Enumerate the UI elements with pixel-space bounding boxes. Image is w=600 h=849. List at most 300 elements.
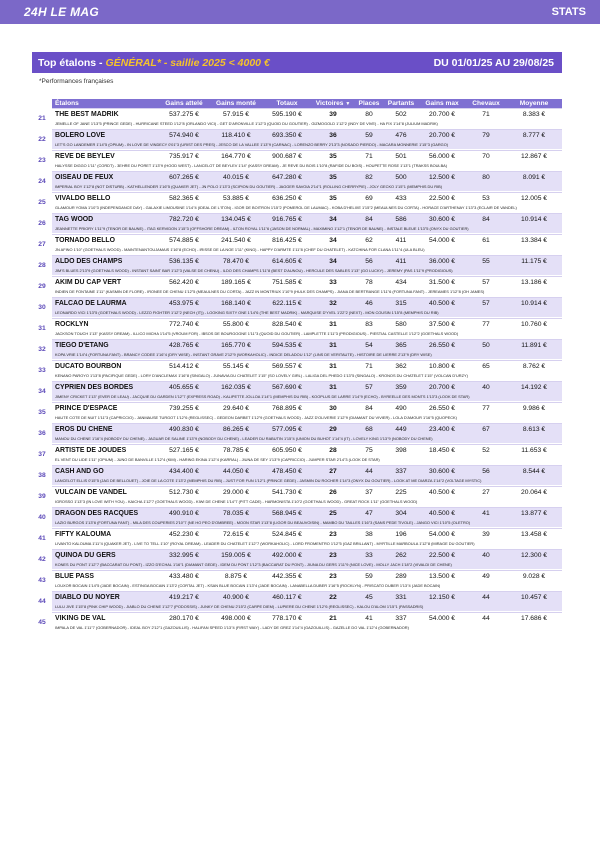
- cell-totaux: 622.115 €: [262, 298, 312, 309]
- cell-partants: 502: [384, 109, 418, 120]
- cell-totaux: 693.350 €: [262, 130, 312, 141]
- cell-gains-attele: 735.917 €: [158, 151, 210, 162]
- cell-places: 54: [354, 340, 384, 351]
- cell-places: 78: [354, 277, 384, 288]
- cell-places: 47: [354, 508, 384, 519]
- cell-gains-monte: 40.015 €: [210, 172, 262, 183]
- victoires-label: Victoires: [315, 100, 344, 107]
- cell-totaux: 478.450 €: [262, 466, 312, 477]
- table-row[interactable]: [32, 151, 562, 162]
- cell-victoires: 30: [312, 403, 354, 414]
- rank-number: 28: [32, 256, 52, 276]
- cell-chevaux: 67: [466, 424, 506, 435]
- row-spacer: [32, 632, 562, 633]
- table-row[interactable]: [32, 277, 562, 288]
- cell-gains-monte: 78.035 €: [210, 508, 262, 519]
- cell-gains-attele: 490.910 €: [158, 508, 210, 519]
- offspring-details: JEANNETTE PRIORY 1'11"9 (TENOR DE BAUNE) - ITAG KERVIDON 1'15"3 (OFFSHORE DREAM) - ILTON ROYAL 1'11"6 (JASON DE NORMAL) - MAXIMINO 1'12"1 (TENOR DE BAUNE) - INSTALE BLEUE 1'13"5 (ONYX DU GOUTIER): [52, 224, 562, 233]
- cell-name: FALCAO DE LAURMA: [52, 298, 158, 309]
- offspring-details: KONES DU PONT 1'12"7 (BACCARAT DU PONT) - IZZO D'ECHAL 1'16"1 (DIAMANT GEDE) - IDEM DU PONT 1'12"3 (BACCARAT DU PONT) - JIUNA DU GERS 1'11"9 (NICE LOVE) - MOLLY JACH 1'18"2 (VIVALDI DE CHENE): [52, 560, 562, 569]
- cell-gains-attele: 405.655 €: [158, 382, 210, 393]
- cell-partants: 434: [384, 277, 418, 288]
- cell-gains-attele: 452.230 €: [158, 529, 210, 540]
- table-detail-row: [32, 392, 562, 401]
- offspring-details: KENANO PAROYO 1'13"8 (PACIFIQUE GEDE) - LORY D'ANCLEMAX 1'16"8 (SINGALO) - JUNAVIA DU CHATELET 1'15" (SO LOVELY GIRL) - LALIGA DEL PHEDO 1'13"5 (SINGALO) - KRONOS DU CHATELET 1'15" (VOLCAN D'URZY): [52, 371, 562, 380]
- rank-number: 26: [32, 214, 52, 234]
- cell-name: BOLERO LOVE: [52, 130, 158, 141]
- cell-partants: 476: [384, 130, 418, 141]
- cell-name: VIVALDO BELLO: [52, 193, 158, 204]
- cell-gains-max: 12.500 €: [418, 172, 466, 183]
- cell-gains-max: 26.550 €: [418, 403, 466, 414]
- rank-number: 45: [32, 613, 52, 633]
- offspring-details: JN AFINO 1'10" (GOETHALS WOOD) - MAINTENANTOUJAMAIS 1'16"8 (ECHO) - IRISSE DE LA NOE 1'11" (KING) - HAPPY D'ARMTE 1'11"8 (CHEF DU CHATELET) - KATCHINA FOR CLANA 1'11"4 (ULA BLEU): [52, 245, 562, 254]
- cell-victoires: 23: [312, 550, 354, 561]
- cell-gains-monte: 498.000 €: [210, 613, 262, 624]
- table-row[interactable]: [32, 382, 562, 393]
- cell-gains-max: 56.000 €: [418, 151, 466, 162]
- cell-name: FIFTY KALOUMA: [52, 529, 158, 540]
- col-header-etalons[interactable]: Étalons: [52, 99, 158, 109]
- cell-name: DUCATO BOURBON: [52, 361, 158, 372]
- cell-chevaux: 79: [466, 130, 506, 141]
- cell-victoires: 23: [312, 529, 354, 540]
- cell-gains-monte: 118.410 €: [210, 130, 262, 141]
- cell-victoires: 26: [312, 487, 354, 498]
- cell-gains-monte: 159.005 €: [210, 550, 262, 561]
- table-detail-row: [32, 119, 562, 128]
- cell-chevaux: 70: [466, 151, 506, 162]
- offspring-details: LET'S GO LANDEMER 1'14"5 (OPIUM) - IN LOVE DE VINDECY 0'01"3 (URIST DES PRES) - JESCO DE LA VALLEE 1'13"9 (CARNAC) - LORENZO BERRY 2'13"3 (NOSADO PIERDO) - MACARA MONNERIE 1'15"3 (GARGO): [52, 140, 562, 149]
- cell-name: REVE DE BEYLEV: [52, 151, 158, 162]
- cell-totaux: 568.945 €: [262, 508, 312, 519]
- rank-number: 21: [32, 109, 52, 129]
- table-row[interactable]: [32, 508, 562, 519]
- cell-partants: 365: [384, 340, 418, 351]
- cell-places: 84: [354, 214, 384, 225]
- cell-totaux: 614.605 €: [262, 256, 312, 267]
- cell-partants: 225: [384, 487, 418, 498]
- cell-victoires: 35: [312, 151, 354, 162]
- cell-chevaux: 56: [466, 466, 506, 477]
- table-row[interactable]: [32, 571, 562, 582]
- rank-number: 37: [32, 445, 52, 465]
- cell-partants: 433: [384, 193, 418, 204]
- cell-chevaux: 77: [466, 319, 506, 330]
- table-detail-row: [32, 287, 562, 296]
- cell-gains-attele: 280.170 €: [158, 613, 210, 624]
- cell-chevaux: 50: [466, 340, 506, 351]
- cell-gains-max: 54.000 €: [418, 613, 466, 624]
- cell-chevaux: 77: [466, 403, 506, 414]
- rank-number: 41: [32, 529, 52, 549]
- cell-places: 84: [354, 403, 384, 414]
- table-row[interactable]: [32, 109, 562, 120]
- table-detail-row: [32, 203, 562, 212]
- cell-moyenne: 11.653 €: [506, 445, 562, 456]
- cell-gains-attele: 582.365 €: [158, 193, 210, 204]
- cell-places: 83: [354, 319, 384, 330]
- cell-moyenne: 14.192 €: [506, 382, 562, 393]
- cell-gains-attele: 419.217 €: [158, 592, 210, 603]
- cell-places: 44: [354, 466, 384, 477]
- cell-victoires: 34: [312, 214, 354, 225]
- table-row[interactable]: [32, 130, 562, 141]
- cell-chevaux: 57: [466, 277, 506, 288]
- cell-victoires: 28: [312, 445, 354, 456]
- cell-name: TIEGO D'ETANG: [52, 340, 158, 351]
- col-header-places[interactable]: Places: [354, 99, 384, 109]
- cell-totaux: 524.845 €: [262, 529, 312, 540]
- table-row[interactable]: [32, 340, 562, 351]
- cell-totaux: 751.585 €: [262, 277, 312, 288]
- cell-moyenne: 10.457 €: [506, 592, 562, 603]
- cell-places: 45: [354, 592, 384, 603]
- cell-totaux: 816.425 €: [262, 235, 312, 246]
- cell-victoires: 31: [312, 361, 354, 372]
- cell-gains-attele: 574.940 €: [158, 130, 210, 141]
- cell-chevaux: 65: [466, 361, 506, 372]
- cell-places: 33: [354, 550, 384, 561]
- offspring-details: LOUXOR BOCAIN 1'14"5 (JADE BOCAIN) - ESTINGA BOCAIN 1'13"2 (CORTAL JET) - KSAN BLUE BOCAIN 1'13"4 (JADE BOCAIN) - LANABELLA DUBER 1'16"5 (ROCKLYN) - PRISCATO DUBER 1'13"4 (JADE BOCAIN): [52, 581, 562, 590]
- cell-name: AKIM DU CAP VERT: [52, 277, 158, 288]
- cell-victoires: 21: [312, 613, 354, 624]
- cell-gains-max: 26.550 €: [418, 340, 466, 351]
- rank-number: 29: [32, 277, 52, 297]
- table-row[interactable]: [32, 466, 562, 477]
- cell-chevaux: 44: [466, 592, 506, 603]
- cell-gains-attele: 562.420 €: [158, 277, 210, 288]
- cell-victoires: 34: [312, 235, 354, 246]
- cell-moyenne: 9.986 €: [506, 403, 562, 414]
- cell-chevaux: 57: [466, 298, 506, 309]
- cell-partants: 398: [384, 445, 418, 456]
- cell-chevaux: 80: [466, 172, 506, 183]
- col-header-gains-monte[interactable]: Gains monté: [210, 99, 262, 109]
- cell-gains-attele: 490.830 €: [158, 424, 210, 435]
- cell-gains-attele: 527.165 €: [158, 445, 210, 456]
- cell-moyenne: 13.458 €: [506, 529, 562, 540]
- cell-moyenne: 12.300 €: [506, 550, 562, 561]
- cell-moyenne: 10.914 €: [506, 214, 562, 225]
- cell-gains-attele: 453.975 €: [158, 298, 210, 309]
- rank-number: 31: [32, 319, 52, 339]
- cell-gains-attele: 607.265 €: [158, 172, 210, 183]
- cell-chevaux: 71: [466, 109, 506, 120]
- cell-places: 46: [354, 298, 384, 309]
- cell-moyenne: 13.877 €: [506, 508, 562, 519]
- cell-partants: 501: [384, 151, 418, 162]
- offspring-details: KOPA VRIE 1'14"4 (FORTUNA FANT) - BRANCY CODEE 1'16"4 (DRY WISE) - INSTANT GRAVE 2'12"9 (WORKAHOLIC) - INDICE DELADOU 1'12" (LINS DE VERITAUTE) - HISTOIRE DE LIERRE 2'13"9 (DRY WISE): [52, 350, 562, 359]
- col-header-totaux[interactable]: Totaux: [262, 99, 312, 109]
- cell-victoires: 31: [312, 319, 354, 330]
- cell-gains-monte: 241.540 €: [210, 235, 262, 246]
- cell-moyenne: 20.064 €: [506, 487, 562, 498]
- cell-victoires: 29: [312, 424, 354, 435]
- cell-gains-monte: 165.770 €: [210, 340, 262, 351]
- cell-totaux: 647.280 €: [262, 172, 312, 183]
- cell-totaux: 605.950 €: [262, 445, 312, 456]
- offspring-details: IGROSSO 1'13"3 (IN LOVE WITH YOU) - KAICHA 1'12"7 (GOETHALS WOOD) - KIWI DE CHENE 1'14"7 (PITT CADE) - HARMONISTA 1'10"2 (GOETHALS WOOD) - GREAT ROCK 1'11" (GOETHALS WOOD): [52, 497, 562, 506]
- table-title-bar: [32, 52, 562, 73]
- offspring-details: LULU JIVE 1'15"8 (PINK CHIP WOOD) - JIABLO DU CHENE 1'12"7 (PODOSSIS) - JUNKY DE CHENU 2'15"2 (CARPE DIEM) - LUPIERE DU CHENE 1'12"6 (REGLISSEC) - KALOU D'ALOM 1'15"1 (PASSADRIS): [52, 602, 562, 611]
- table-detail-row: [32, 539, 562, 548]
- cell-gains-max: 10.800 €: [418, 361, 466, 372]
- cell-name: TORNADO BELLO: [52, 235, 158, 246]
- cell-places: 71: [354, 151, 384, 162]
- cell-chevaux: 52: [466, 445, 506, 456]
- table-detail-row: [32, 413, 562, 422]
- table-row[interactable]: [32, 256, 562, 267]
- cell-gains-attele: 428.765 €: [158, 340, 210, 351]
- rank-number: 44: [32, 592, 52, 612]
- cell-moyenne: 8.544 €: [506, 466, 562, 477]
- offspring-details: JACKSON TOUCH 1'13" (KASSY DREAM) - ILLICO MICHA 1'14"5 (VROUM FOR) - IBSOS DE BOURGOGNE 1'11"3 (QUOID DU GOUTIER) - LAMPLETTE 1'11"3 (PRODIGIOUS) - PIESTIAL CASTELLE 1'12"2 (GOETHALS WOOD): [52, 329, 562, 338]
- row-spacer-cell: [32, 632, 562, 633]
- cell-places: 80: [354, 109, 384, 120]
- cell-name: OISEAU DE FEUX: [52, 172, 158, 183]
- section-label: STATS: [551, 6, 586, 18]
- stallions-table: [32, 99, 562, 633]
- offspring-details: HALYSSE DIGGO 1'11" (CORDT) - 3EHRE DU PORET 1'13"9 (HOOD WEST) - LANCELOT DE BEYLEV 1'14" (KASSY DREAM) - JE REVE DU BOIS 1'10"8 (RAFIDE DU BOIS) - HOUPETTE ROSE 1'13"1 (TRAKSS BOULBA): [52, 161, 562, 170]
- cell-moyenne: 11.175 €: [506, 256, 562, 267]
- cell-gains-attele: 537.275 €: [158, 109, 210, 120]
- cell-moyenne: 10.914 €: [506, 298, 562, 309]
- rank-number: 43: [32, 571, 52, 591]
- cell-gains-monte: 78.470 €: [210, 256, 262, 267]
- cell-name: ALDO DES CHAMPS: [52, 256, 158, 267]
- table-row[interactable]: [32, 403, 562, 414]
- title-prefix: Top étalons -: [38, 56, 106, 69]
- table-detail-row: [32, 245, 562, 254]
- cell-places: 59: [354, 130, 384, 141]
- cell-partants: 289: [384, 571, 418, 582]
- offspring-details: JEMELLE OF JANE 1'13"5 (PRINCE GEDE) - HURRICANE STEED 1'12"8 (ORLANDO VICI) - GET D'ARONVILLE 1'12"3 (QUOID DU GOUTIER) - GIZMOGOLD 1'12"2 (INDY DE VIVE) - HA FIX 1'14"8 (JULIUM MADRIK): [52, 119, 562, 128]
- cell-gains-max: 30.600 €: [418, 466, 466, 477]
- cell-gains-max: 40.500 €: [418, 298, 466, 309]
- table-row[interactable]: [32, 361, 562, 372]
- cell-partants: 449: [384, 424, 418, 435]
- table-row[interactable]: [32, 592, 562, 603]
- cell-chevaux: 27: [466, 487, 506, 498]
- cell-totaux: 900.687 €: [262, 151, 312, 162]
- cell-victoires: 31: [312, 382, 354, 393]
- offspring-details: LIVANTO KALOUMA 1'11"4 (QUAKER JET) - LIVE TO TELL 1'10" (ROYAL DREAM) - LEADER DU CHATELET 1'12"7 (WORKAHOLIC) - LORD FROMENTRO 1'12"5 (GAZ BRILLANT) - MYRTILLE MARBOULA 1'12"8 (MIRAGE DU GOUTIER): [52, 539, 562, 548]
- table-row[interactable]: [32, 550, 562, 561]
- table-row[interactable]: [32, 298, 562, 309]
- magazine-title: 24H LE MAG: [24, 5, 100, 19]
- table-detail-row: [32, 224, 562, 233]
- table-detail-row: [32, 371, 562, 380]
- cell-victoires: 39: [312, 109, 354, 120]
- col-header-chevaux[interactable]: Chevaux: [466, 99, 506, 109]
- cell-totaux: 460.117 €: [262, 592, 312, 603]
- rank-number: 34: [32, 382, 52, 402]
- offspring-details: GLAMOUR YOMA 1'10"3 (INDEPENDANCE DAY) - GALAXIE LIMOUSINE 1'14"4 (IDEAL DE L'ITON) - IGOR DE BOITRON 1'15"2 (POMEROL DE LAUMAC) - KOBA D'HELIXE 1'15"2 (MEAULNES DU CORTA) - HORACE D'ARTHENAY 1'13"3 (ECLAIR DE VANDEL): [52, 203, 562, 212]
- cell-victoires: 35: [312, 172, 354, 183]
- table-row[interactable]: [32, 613, 562, 624]
- cell-gains-attele: 574.885 €: [158, 235, 210, 246]
- offspring-details: HAUTE COTE DE NUIT 1'11"3 (CAPRICCIO) - JANMAUSE TURGOT 1'12"6 (REGLISSEC) - GEDEON DARBET 1'12"9 (GOETHALS WOOD) - JAZZ D'OLIVERIE 1'12"9 (DIAMANT DU VIVIER) - LOLA D'AMOUR 1'16"5 (QUOPECK): [52, 413, 562, 422]
- cell-name: TAG WOOD: [52, 214, 158, 225]
- cell-victoires: 25: [312, 508, 354, 519]
- cell-totaux: 594.535 €: [262, 340, 312, 351]
- cell-partants: 586: [384, 214, 418, 225]
- cell-moyenne: 13.186 €: [506, 277, 562, 288]
- rank-number: 22: [32, 130, 52, 150]
- table-row[interactable]: [32, 235, 562, 246]
- rank-number: 24: [32, 172, 52, 192]
- cell-gains-max: 20.700 €: [418, 130, 466, 141]
- cell-victoires: 27: [312, 466, 354, 477]
- cell-moyenne: 8.613 €: [506, 424, 562, 435]
- cell-partants: 580: [384, 319, 418, 330]
- cell-gains-max: 54.000 €: [418, 235, 466, 246]
- cell-gains-monte: 72.615 €: [210, 529, 262, 540]
- offspring-details: EL VENT DU LIDE 1'11" (OPIUM) - JUNO DE BANVILLE 1'12"4 (KIM) - HARING EKINA 1'12"4 (KARRAL) - JIUNA DE SEY 1'13"9 (CAPRICCIO) - JUMPER STAR 2'14"3 (LOOK DE STAR): [52, 455, 562, 464]
- table-detail-row: [32, 455, 562, 464]
- table-detail-row: [32, 266, 562, 275]
- cell-name: THE BEST MADRIK: [52, 109, 158, 120]
- cell-places: 59: [354, 571, 384, 582]
- table-detail-row: [32, 308, 562, 317]
- cell-partants: 337: [384, 466, 418, 477]
- cell-victoires: 34: [312, 256, 354, 267]
- cell-gains-max: 22.500 €: [418, 193, 466, 204]
- offspring-details: LEONARDO VICI 1'13"5 (GOETHALS WOOD) - LEZZO FIGHTER 1'12"2 (NECH (IT)) - LOOKING SIXTY ONE 1'14"6 (THE BEST MADRIK) - MARQUISE D'YVEL 1'22"2 (NEXT) - MON COUSIN 1'15"8 (MEMPHIS DU RIB): [52, 308, 562, 317]
- table-row[interactable]: [32, 445, 562, 456]
- cell-name: PRINCE D'ESPACE: [52, 403, 158, 414]
- cell-gains-monte: 189.165 €: [210, 277, 262, 288]
- cell-moyenne: 8.777 €: [506, 130, 562, 141]
- rank-number: 30: [32, 298, 52, 318]
- cell-places: 37: [354, 487, 384, 498]
- cell-moyenne: 8.762 €: [506, 361, 562, 372]
- cell-gains-max: 23.400 €: [418, 424, 466, 435]
- table-row[interactable]: [32, 172, 562, 183]
- cell-gains-max: 36.000 €: [418, 256, 466, 267]
- rank-header: [32, 99, 52, 109]
- cell-name: DIABLO DU NOYER: [52, 592, 158, 603]
- col-header-partants[interactable]: Partants: [384, 99, 418, 109]
- cell-gains-attele: 332.995 €: [158, 550, 210, 561]
- rank-number: 35: [32, 403, 52, 423]
- rank-number: 25: [32, 193, 52, 213]
- cell-gains-attele: 433.480 €: [158, 571, 210, 582]
- table-detail-row: [32, 350, 562, 359]
- offspring-details: LANCELOT ELLIS 0'15"5 (JAG DE BELLOUET) - JOIE DE LA COTE 1'13"2 (MEMPHIS DU RIB) - JUST FOR FUN 1'12"1 (PRINCE GEDE) - JASMIN DU ROCHER 1'14"3 (ONYX DU GOUTIER) - LOOK AT ME DIARZA 1'14"2 (VOLTAGE MYSTIC): [52, 476, 562, 485]
- table-detail-row: [32, 140, 562, 149]
- cell-places: 56: [354, 256, 384, 267]
- cell-gains-attele: 514.412 €: [158, 361, 210, 372]
- cell-gains-monte: 55.145 €: [210, 361, 262, 372]
- cell-partants: 315: [384, 298, 418, 309]
- cell-places: 82: [354, 172, 384, 183]
- rank-number: 38: [32, 466, 52, 486]
- cell-moyenne: 11.891 €: [506, 340, 562, 351]
- cell-gains-monte: 78.785 €: [210, 445, 262, 456]
- cell-chevaux: 39: [466, 529, 506, 540]
- cell-gains-max: 31.500 €: [418, 277, 466, 288]
- offspring-details: JIMENY CRICKET 1'13" (EVER DE LEAU) - JACQUIE DU GARDEN 1'12"7 (EXPRESS ROAD) - KALIPETTE JOLLOA 1'14"1 (MEMPHIS DU RIB) - KOOPLUS DE LARRE 1'14"9 (ECHO) - BYREELLE DES MONTS 1'13"3 (LOOK DE STAR): [52, 392, 562, 401]
- cell-victoires: 31: [312, 340, 354, 351]
- cell-gains-max: 37.500 €: [418, 319, 466, 330]
- col-header-gains-attele[interactable]: Gains attelé: [158, 99, 210, 109]
- cell-gains-max: 30.600 €: [418, 214, 466, 225]
- cell-gains-monte: 44.050 €: [210, 466, 262, 477]
- table-detail-row: [32, 560, 562, 569]
- cell-victoires: 36: [312, 130, 354, 141]
- table-row[interactable]: [32, 214, 562, 225]
- cell-gains-monte: 86.265 €: [210, 424, 262, 435]
- cell-totaux: 567.690 €: [262, 382, 312, 393]
- footnote: *Performances françaises: [39, 78, 114, 85]
- col-header-victoires[interactable]: [312, 99, 354, 109]
- offspring-details: MANOU DU CHENE 1'16"4 (NOBODY DU CHENE) - JAGUAR DE SALINE 1'13"9 (NOBODY DU CHENE) - LEADER DU RABUTIN 1'15"4 (UNION DU BUHOT 1'14"4 (IT) - LOVELY KING 1'13"9 (NOBODY DU CHENE): [52, 434, 562, 443]
- cell-chevaux: 40: [466, 550, 506, 561]
- table-detail-row: [32, 161, 562, 170]
- table-row[interactable]: [32, 193, 562, 204]
- cell-victoires: 23: [312, 571, 354, 582]
- cell-moyenne: 9.028 €: [506, 571, 562, 582]
- cell-victoires: 33: [312, 277, 354, 288]
- cell-moyenne: 8.091 €: [506, 172, 562, 183]
- table-row[interactable]: [32, 487, 562, 498]
- col-header-moyenne[interactable]: Moyenne: [506, 99, 562, 109]
- cell-gains-monte: 29.640 €: [210, 403, 262, 414]
- table-row[interactable]: [32, 319, 562, 330]
- cell-gains-monte: 134.045 €: [210, 214, 262, 225]
- cell-places: 69: [354, 193, 384, 204]
- table-row[interactable]: [32, 424, 562, 435]
- cell-places: 71: [354, 361, 384, 372]
- table-detail-row: [32, 518, 562, 527]
- cell-partants: 262: [384, 550, 418, 561]
- cell-moyenne: 10.760 €: [506, 319, 562, 330]
- col-header-gains-max[interactable]: Gains max: [418, 99, 466, 109]
- cell-totaux: 828.540 €: [262, 319, 312, 330]
- cell-gains-monte: 29.000 €: [210, 487, 262, 498]
- table-detail-row: [32, 476, 562, 485]
- table-header-row: [32, 99, 562, 109]
- cell-places: 57: [354, 382, 384, 393]
- cell-gains-monte: 55.800 €: [210, 319, 262, 330]
- cell-gains-monte: 168.140 €: [210, 298, 262, 309]
- table-detail-row: [32, 434, 562, 443]
- cell-gains-attele: 512.730 €: [158, 487, 210, 498]
- table-row[interactable]: [32, 529, 562, 540]
- cell-chevaux: 49: [466, 571, 506, 582]
- offspring-details: LAZIO BURGOS 1'13"6 (FORTUNA FANT) - MILA DES COUPERIES 2'10"7 (NE HO PEO D'OMBREE) - MOON STAR 1'13"8 (LIGOR DU BEAUVOISIN) - MAMBO DU TAILLES 1'16"3 (SANS PEDE TIVOLE) - JANGO VICI 1'10"5 (OLETRO): [52, 518, 562, 527]
- cell-partants: 304: [384, 508, 418, 519]
- table-detail-row: [32, 623, 562, 632]
- cell-partants: 411: [384, 256, 418, 267]
- offspring-details: IMPALA DE VAL 1'11"7 (GOBERNADOR) - IDEAL BOY 2'12"1 (GAZOUILLIS) - HALIFAN SPEED 1'13"4 (FIRST WAY) - LADY DE GREZ 1'14"4 (GAZOUILLIS) - GAZELLE DO VAL 1'12"4 (GOBERNADOR): [52, 623, 562, 632]
- cell-gains-monte: 162.035 €: [210, 382, 262, 393]
- period-label: DU 01/01/25 AU 29/08/25: [433, 56, 554, 69]
- cell-chevaux: 41: [466, 508, 506, 519]
- rank-number: 33: [32, 361, 52, 381]
- cell-totaux: 778.170 €: [262, 613, 312, 624]
- sort-desc-icon: ▼: [345, 101, 351, 107]
- cell-name: ROCKLYN: [52, 319, 158, 330]
- cell-totaux: 595.190 €: [262, 109, 312, 120]
- cell-gains-max: 20.700 €: [418, 382, 466, 393]
- cell-victoires: 22: [312, 592, 354, 603]
- cell-partants: 331: [384, 592, 418, 603]
- table-detail-row: [32, 581, 562, 590]
- cell-victoires: 32: [312, 298, 354, 309]
